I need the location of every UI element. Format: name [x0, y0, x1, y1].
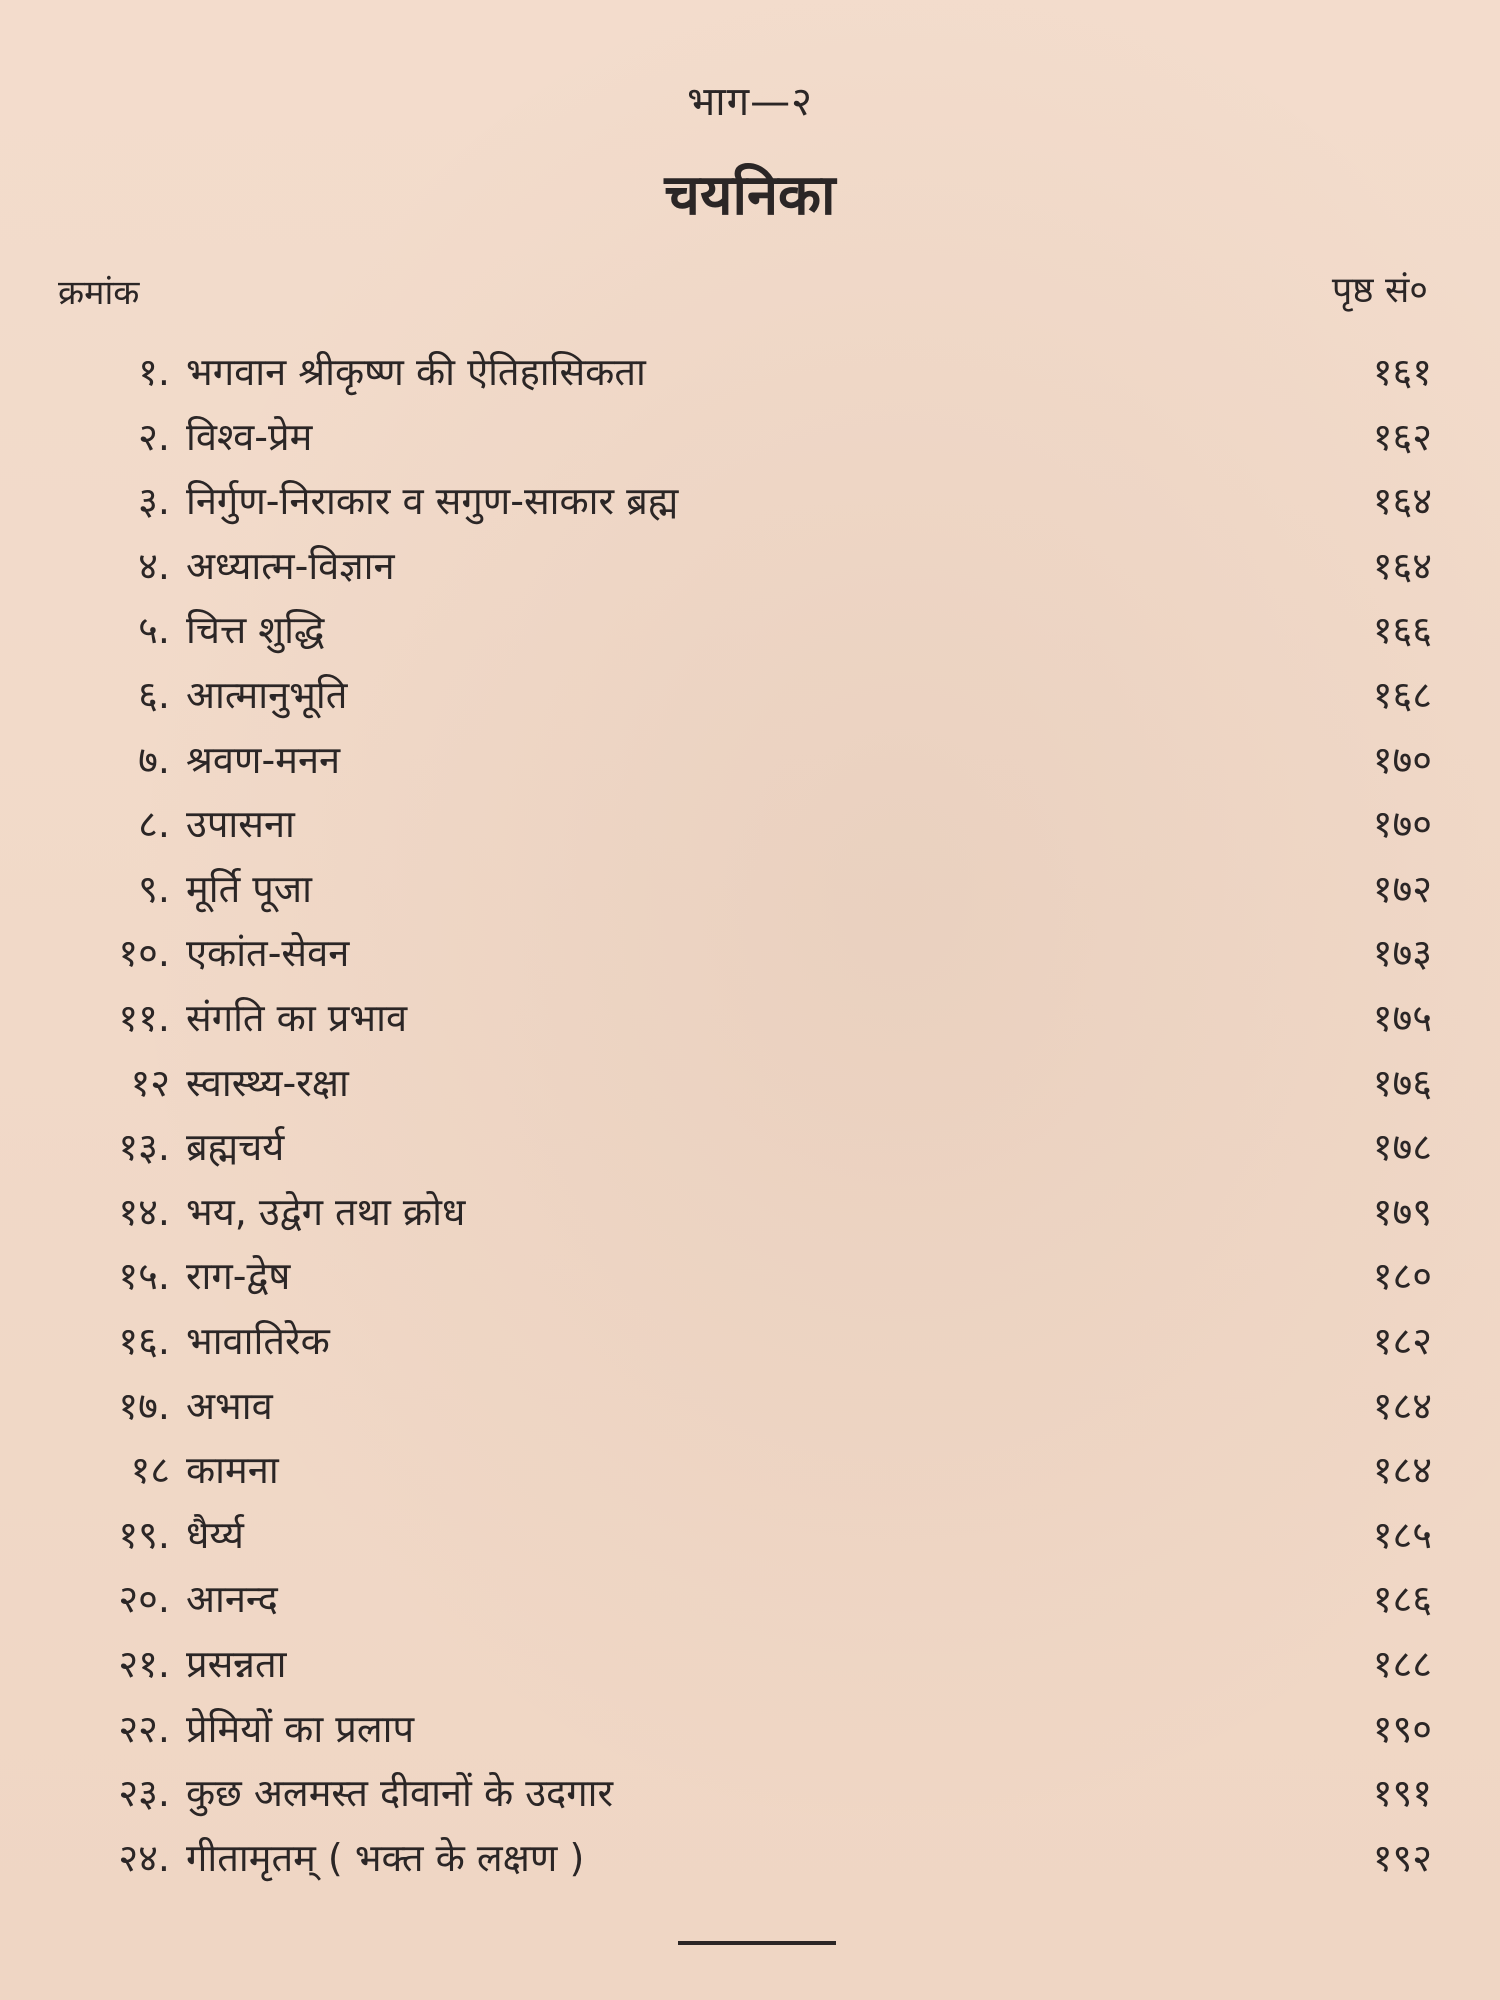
entry-title: विश्व-प्रेम — [186, 414, 313, 459]
entry-title: अभाव — [186, 1383, 273, 1428]
toc-entry — [0, 1374, 1500, 1438]
toc-entry — [0, 534, 1500, 598]
entry-page-number: १९२ — [1372, 1835, 1432, 1880]
toc-entry — [0, 986, 1500, 1050]
entry-page-number: १६८ — [1372, 673, 1432, 717]
toc-entry — [0, 1503, 1500, 1567]
serial-column-header: क्रमांक — [58, 273, 140, 313]
entry-number: ४. — [138, 543, 170, 588]
entry-page-number: १८५ — [1372, 1512, 1432, 1557]
entry-page-number: १६२ — [1372, 414, 1432, 459]
toc-entry — [0, 469, 1500, 533]
entry-title: श्रवण-मनन — [186, 737, 341, 782]
entry-number: २४. — [118, 1835, 170, 1880]
entry-title: निर्गुण-निराकार व सगुण-साकार ब्रह्म — [186, 479, 679, 524]
toc-entry — [0, 1180, 1500, 1244]
entry-number: २१. — [118, 1642, 170, 1686]
entry-title: कामना — [186, 1448, 279, 1493]
toc-entry — [0, 857, 1500, 921]
entry-number: ११. — [118, 996, 170, 1040]
entry-page-number: १६४ — [1372, 479, 1432, 524]
toc-entry — [0, 598, 1500, 662]
entry-title: भगवान श्रीकृष्ण की ऐतिहासिकता — [186, 350, 646, 394]
entry-page-number: १८८ — [1372, 1642, 1432, 1686]
entry-number: १०. — [118, 931, 170, 976]
entry-page-number: १८६ — [1372, 1577, 1432, 1622]
entry-page-number: १७८ — [1372, 1125, 1432, 1170]
toc-entry — [0, 663, 1500, 727]
toc-entry — [0, 792, 1500, 856]
entry-page-number: १७० — [1372, 802, 1432, 847]
entry-page-number: १७९ — [1372, 1189, 1432, 1234]
entry-number: १७. — [118, 1383, 170, 1428]
toc-entry — [0, 1309, 1500, 1373]
entry-page-number: १६१ — [1372, 350, 1432, 394]
entry-number: २३. — [118, 1771, 170, 1816]
entry-number: १२ — [130, 1060, 170, 1105]
entry-title: धैर्य्य — [186, 1512, 244, 1557]
toc-entry — [0, 1567, 1500, 1631]
entry-page-number: १८४ — [1372, 1448, 1432, 1493]
entry-page-number: १६४ — [1372, 543, 1432, 588]
entry-number: १४. — [118, 1189, 170, 1234]
entry-page-number: १८४ — [1372, 1383, 1432, 1428]
toc-entry — [0, 1115, 1500, 1179]
entry-number: ५. — [138, 608, 170, 653]
entry-title: मूर्ति पूजा — [186, 866, 312, 911]
entry-title: ब्रह्मचर्य — [186, 1125, 285, 1170]
entry-number: १८ — [130, 1448, 170, 1493]
entry-number: ७. — [138, 737, 170, 782]
entry-number: १९. — [118, 1512, 170, 1557]
entry-page-number: १७३ — [1372, 931, 1432, 976]
entry-title: उपासना — [186, 802, 295, 847]
entry-number: १. — [138, 350, 170, 394]
entry-title: कुछ अलमस्त दीवानों के उदगार — [186, 1771, 613, 1816]
entry-page-number: १७० — [1372, 737, 1432, 782]
entry-page-number: १८० — [1372, 1254, 1432, 1299]
toc-entry — [0, 728, 1500, 792]
entry-number: १५. — [118, 1254, 170, 1299]
entry-title: प्रेमियों का प्रलाप — [186, 1706, 415, 1751]
page-title: चयनिका — [664, 163, 836, 228]
entry-title: आनन्द — [186, 1577, 278, 1622]
end-divider — [678, 1941, 836, 1945]
entry-title: भय, उद्वेग तथा क्रोध — [186, 1189, 466, 1234]
entry-title: भावातिरेक — [186, 1319, 330, 1363]
entry-number: २२. — [118, 1706, 170, 1751]
toc-entry — [0, 1244, 1500, 1308]
toc-entry — [0, 921, 1500, 985]
entry-title: चित्त शुद्धि — [186, 608, 325, 653]
entry-page-number: १६६ — [1372, 608, 1432, 653]
entry-title: राग-द्वेष — [186, 1254, 291, 1299]
entry-number: ३. — [138, 479, 170, 524]
page-column-header: पृष्ठ सं० — [1331, 270, 1428, 311]
entry-page-number: १७६ — [1372, 1060, 1432, 1105]
toc-entry — [0, 1632, 1500, 1696]
entry-page-number: १८२ — [1372, 1319, 1432, 1363]
entry-number: ६. — [138, 673, 170, 717]
entry-title: प्रसन्नता — [186, 1642, 287, 1686]
entry-number: २. — [138, 414, 170, 459]
toc-entry — [0, 1051, 1500, 1115]
entry-title: आत्मानुभूति — [186, 673, 348, 717]
toc-entry — [0, 1438, 1500, 1502]
entry-page-number: १७५ — [1372, 996, 1432, 1040]
toc-entry — [0, 1826, 1500, 1890]
entry-page-number: १९० — [1372, 1706, 1432, 1751]
entry-number: ९. — [138, 866, 170, 911]
entry-title: अध्यात्म-विज्ञान — [186, 543, 395, 588]
entry-number: १६. — [118, 1319, 170, 1363]
part-heading: भाग—२ — [687, 79, 813, 125]
toc-entry — [0, 1761, 1500, 1825]
entry-title: गीतामृतम् ( भक्त के लक्षण ) — [186, 1835, 585, 1880]
entry-number: ८. — [138, 802, 170, 847]
entry-page-number: १९१ — [1372, 1771, 1432, 1816]
entry-number: २०. — [118, 1577, 170, 1622]
entry-title: एकांत-सेवन — [186, 931, 350, 976]
toc-entry — [0, 1697, 1500, 1761]
toc-entry — [0, 405, 1500, 469]
toc-entry — [0, 340, 1500, 404]
entry-title: संगति का प्रभाव — [186, 996, 408, 1040]
entry-title: स्वास्थ्य-रक्षा — [186, 1060, 349, 1105]
entry-number: १३. — [118, 1125, 170, 1170]
entry-page-number: १७२ — [1372, 866, 1432, 911]
